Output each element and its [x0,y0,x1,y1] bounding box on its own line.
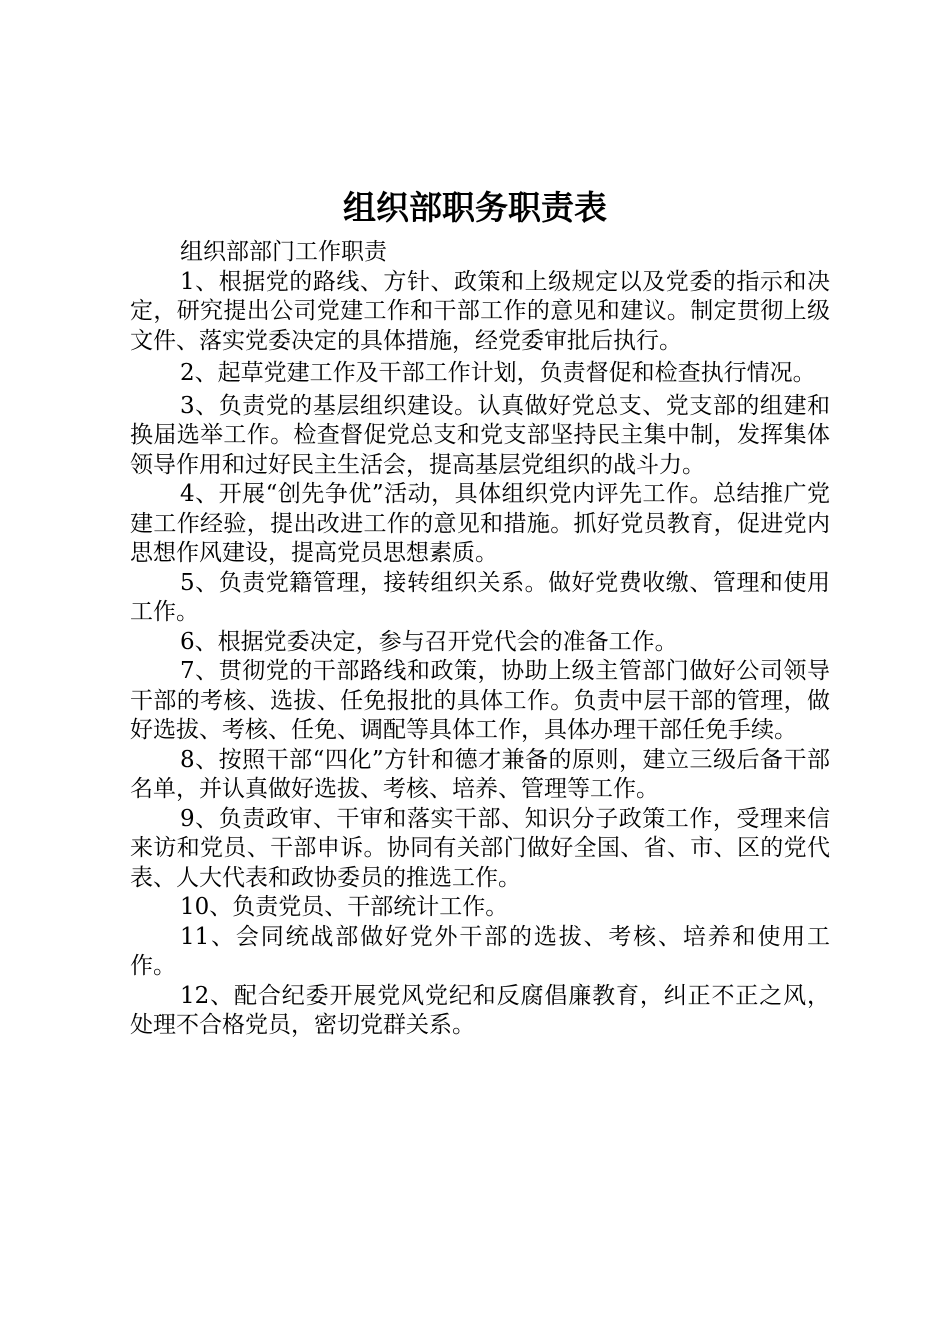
document-title: 组织部职务职责表 [343,188,607,227]
duty-item-9: 9、负责政审、干审和落实干部、知识分子政策工作，受理来信来访和党员、干部申诉。协同有关部门做好全国、省、市、区的党代表、人大代表和政协委员的推选工作。 [130,805,830,891]
duty-item-10: 10、负责党员、干部统计工作。 [180,894,509,920]
duty-item-5: 5、负责党籍管理，接转组织关系。做好党费收缴、管理和使用工作。 [130,569,830,625]
duty-item-4: 4、开展“创先争优”活动，具体组织党内评先工作。总结推广党建工作经验，提出改进工作的意见和措施。抓好党员教育，促进党内思想作风建设，提高党员思想素质。 [130,481,830,566]
section-heading: 组织部部门工作职责 [180,239,387,265]
duty-item-2: 2、起草党建工作及干部工作计划，负责督促和检查执行情况。 [180,360,816,386]
document-body [130,238,830,1041]
duty-item-1: 1、根据党的路线、方针、政策和上级规定以及党委的指示和决定，研究提出公司党建工作和干部工作的意见和建议。制定贯彻上级文件、落实党委决定的具体措施，经党委审批后执行。 [130,268,830,354]
duty-item-12: 12、配合纪委开展党风党纪和反腐倡廉教育，纠正不正之风，处理不合格党员，密切党群关系。 [130,982,830,1038]
duty-item-3: 3、负责党的基层组织建设。认真做好党总支、党支部的组建和换届选举工作。检查督促党总支和党支部坚持民主集中制，发挥集体领导作用和过好民主生活会，提高基层党组织的战斗力。 [130,392,830,478]
duty-item-6: 6、根据党委决定，参与召开党代会的准备工作。 [180,628,678,655]
duty-item-8: 8、按照干部“四化”方针和德才兼备的原则，建立三级后备干部名单，并认真做好选拔、考核、培养、管理等工作。 [130,746,830,802]
duty-item-7: 7、贯彻党的干部路线和政策，协助上级主管部门做好公司领导干部的考核、选拔、任免报批的具体工作。负责中层干部的管理，做好选拔、考核、任免、调配等具体工作，具体办理干部任免手续。 [130,658,830,743]
duty-item-11: 11、会同统战部做好党外干部的选拔、考核、培养和使用工作。 [130,923,830,979]
